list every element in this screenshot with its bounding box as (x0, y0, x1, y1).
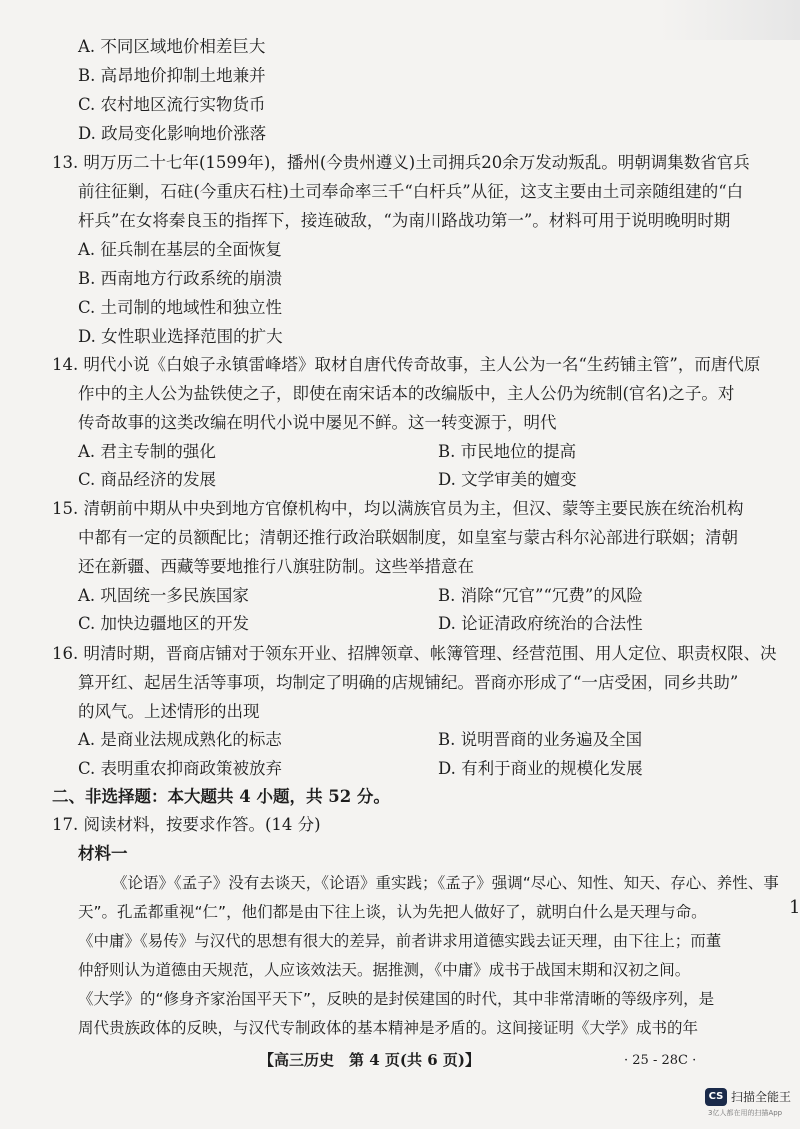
q14-option-b: B. 市民地位的提高 (438, 442, 577, 461)
q12-option-b: B. 高昂地价抑制土地兼并 (78, 66, 266, 85)
q16-option-b: B. 说明晋商的业务遍及全国 (438, 730, 643, 749)
q13-option-b: B. 西南地方行政系统的崩溃 (78, 269, 283, 288)
q13-stem-line-3: 杆兵”在女将秦良玉的指挥下，接连破敌，“为南川路战功第一”。材料可用于说明晚明时期 (78, 211, 731, 230)
q16-option-c: C. 表明重农抑商政策被放弃 (78, 759, 283, 778)
q15-stem-line-1: 15. 清朝前中期从中央到地方官僚机构中，均以满族官员为主，但汉、蒙等主要民族在统治机构 (52, 499, 744, 518)
q12-option-c: C. 农村地区流行实物货币 (78, 95, 266, 114)
q17-material-line-5: 《大学》的“修身齐家治国平天下”，反映的是封侯建国的时代，其中非常清晰的等级序列，是 (78, 990, 715, 1008)
q13-option-c: C. 土司制的地域性和独立性 (78, 298, 283, 317)
footer-title: 【高三历史 第 4 页(共 6 页)】 (259, 1051, 480, 1069)
q16-stem-line-1: 16. 明清时期，晋商店铺对于领东开业、招牌领章、帐簿管理、经营范围、用人定位、职责权限、决 (52, 644, 777, 663)
q17-material-line-4: 仲舒则认为道德由天规范，人应该效法天。据推测，《中庸》成书于战国末期和汉初之间。 (78, 961, 691, 979)
side-page-number: 1 (789, 897, 800, 918)
q16-option-a: A. 是商业法规成熟化的标志 (78, 730, 282, 749)
q17-material-line-1: 《论语》《孟子》没有去谈天，《论语》重实践；《孟子》强调“尽心、知性、知天、存心、养性、事 (112, 874, 779, 892)
scanner-tagline: 3亿人都在用的扫描App (708, 1109, 783, 1117)
q16-stem-line-3: 的风气。上述情形的出现 (78, 702, 260, 721)
q13-stem-line-1: 13. 明万历二十七年(1599年)，播州(今贵州遵义)土司拥兵20余万发动叛乱。明朝调集数省官兵 (52, 153, 750, 172)
q15-option-c: C. 加快边疆地区的开发 (78, 614, 250, 633)
q12-option-a: A. 不同区域地价相差巨大 (78, 37, 266, 56)
q13-stem-line-2: 前往征剿，石砫(今重庆石柱)土司奉命率三千“白杆兵”从征，这支主要由土司亲随组建的“白 (78, 182, 744, 201)
q13-option-d: D. 女性职业选择范围的扩大 (78, 327, 283, 346)
q15-stem-line-2: 中都有一定的员额配比；清朝还推行政治联姻制度，如皇室与蒙古科尔沁部进行联姻；清朝 (78, 528, 738, 547)
q16-option-d: D. 有利于商业的规模化发展 (438, 759, 643, 778)
q17-material-label: 材料一 (78, 844, 128, 863)
section-heading: 二、非选择题：本大题共 4 小题，共 52 分。 (52, 787, 390, 806)
footer-code: · 25 - 28C · (624, 1053, 697, 1068)
q14-option-d: D. 文学审美的嬗变 (438, 470, 577, 489)
q14-stem-line-2: 作中的主人公为盐铁使之子，即使在南宋话本的改编版中，主人公仍为统制(官名)之子。对 (78, 384, 735, 403)
q14-option-a: A. 君主专制的强化 (78, 442, 216, 461)
q17-material-line-3: 《中庸》《易传》与汉代的思想有很大的差异，前者讲求用道德实践去证天理，由下往上；而董 (78, 932, 722, 950)
q15-option-d: D. 论证清政府统治的合法性 (438, 614, 643, 633)
q17-material-line-6: 周代贵族政体的反映，与汉代专制政体的基本精神是矛盾的。这间接证明《大学》成书的年 (78, 1019, 699, 1037)
scanner-name: 扫描全能王 (731, 1090, 792, 1104)
q12-option-d: D. 政局变化影响地价涨落 (78, 124, 267, 143)
scanner-logo-icon: CS (705, 1088, 727, 1106)
q14-option-c: C. 商品经济的发展 (78, 470, 217, 489)
q15-option-b: B. 消除“冗官”“冗费”的风险 (438, 586, 643, 605)
q15-stem-line-3: 还在新疆、西藏等要地推行八旗驻防制。这些举措意在 (78, 557, 474, 576)
q13-option-a: A. 征兵制在基层的全面恢复 (78, 240, 282, 259)
q14-stem-line-3: 传奇故事的这类改编在明代小说中屡见不鲜。这一转变源于，明代 (78, 413, 557, 432)
scan-shadow (660, 0, 800, 40)
q16-stem-line-2: 算开红、起居生活等事项，均制定了明确的店规铺纪。晋商亦形成了“一店受困，同乡共助” (78, 673, 739, 692)
q15-option-a: A. 巩固统一多民族国家 (78, 586, 249, 605)
q17-material-line-2: 天”。孔孟都重视“仁”，他们都是由下往上谈，认为先把人做好了，就明白什么是天理与命。 (78, 903, 707, 921)
q17-stem: 17. 阅读材料，按要求作答。(14 分) (52, 815, 321, 834)
q14-stem-line-1: 14. 明代小说《白娘子永镇雷峰塔》取材自唐代传奇故事，主人公为一名“生药铺主管”，而唐代原 (52, 355, 761, 374)
